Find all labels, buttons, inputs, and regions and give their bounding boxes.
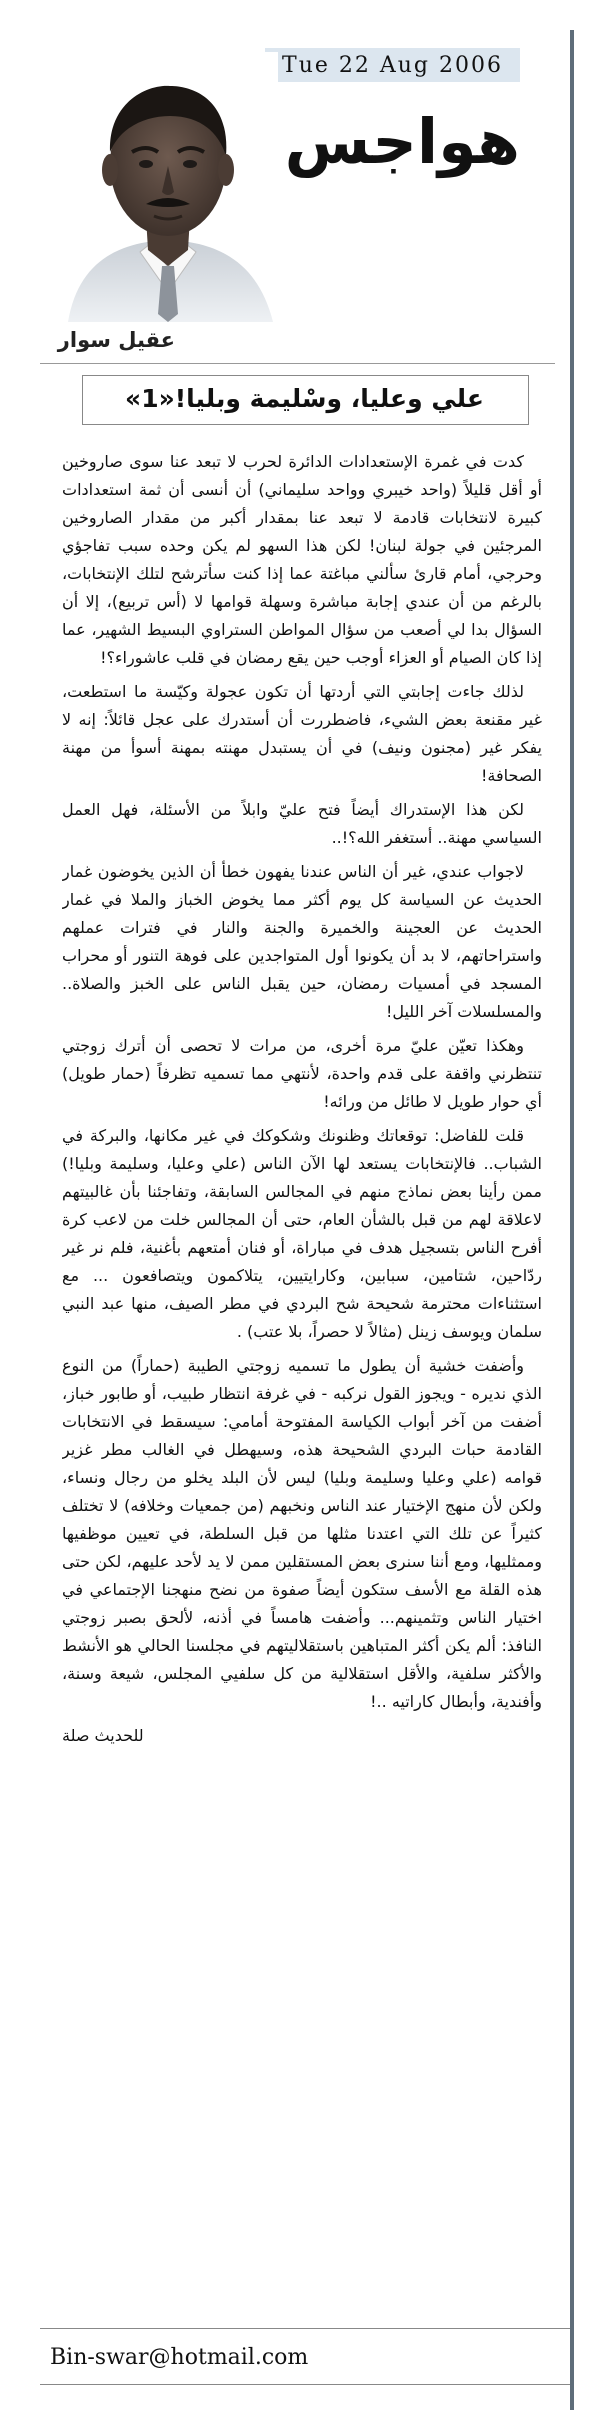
vertical-column-rule (570, 30, 574, 2410)
article-paragraph: لكن هذا الإستدراك أيضاً فتح عليّ وابلاً من الأسئلة، فهل العمل السياسي مهنة.. أستغفر الله؟!.. (62, 800, 542, 847)
article-title: علي وعليا، وسْليمة وبليا!«1» (125, 384, 484, 413)
author-portrait (58, 52, 278, 322)
article-paragraph: وهكذا تعيّن عليّ مرة أخرى، من مرات لا تحصى أن أترك زوجتي تنتظرني واقفة على قدم واحدة، لأنتهي مما تسميه تظرفاً (حمار طويل) أي حوار طويل لا طائل من ورائه! (62, 1036, 542, 1111)
article-signoff: للحديث صلة (62, 1726, 144, 1745)
column-title: هواجس (284, 105, 520, 178)
article-paragraph: قلت للفاضل: توقعاتك وظنونك وشكوكك في غير مكانها، والبركة في الشباب.. فالإنتخابات يستعد لها الآن الناس (علي وعليا، وسليمة وبليا!) ممن رأينا بعض نماذج منهم في المجالس السابقة، وتفاجئنا بأن غالبيتهم لاعلاقة لهم من قبل بالشأن العام، حتى أن المجالس خلت من لاعب كرة أفرح الناس بتسجيل هدف في مباراة، أو فنان أمتعهم بأغنية، فلم نر غير ردّاحين، شتامين، سبابين، وكارايتيين، يتلاكمون ويتصافعون ... مع استثناءات محترمة شحيحة شح البردي في مطر الصيف، منها عبد النبي سلمان ويوسف زينل (مثالاً لا حصراً، بلا عتب) . (62, 1126, 542, 1341)
header-divider (40, 363, 555, 364)
footer-divider-top (40, 2328, 570, 2329)
author-email: Bin-swar@hotmail.com (50, 2345, 309, 2370)
article-body (62, 448, 542, 2308)
author-name: عقيل سوار (57, 328, 175, 352)
publication-date: Tue 22 Aug 2006 (265, 48, 520, 82)
footer-divider-bottom (40, 2384, 570, 2385)
article-paragraph: لذلك جاءت إجابتي التي أردتها أن تكون عجولة وكيّسة ما استطعت، غير مقنعة بعض الشيء، فاضطررت أن أستدرك على عجل قائلاً: إنه لا يفكر غير (مجنون ونيف) في أن يستبدل مهنته بمهنة أسوأ من مهنة الصحافة! (62, 682, 542, 785)
article-paragraph: لاجواب عندي، غير أن الناس عندنا يفهون خطأ أن الذين يخوضون غمار الحديث عن السياسة كل يوم أكثر مما يخوض الخباز والملا في غمار الحديث عن العجينة والخميرة والجنة والنار في فترات عملهم واستراحاتهم، لا بد أن يكونوا أول المتواجدين على فوهة التنور أو محراب المسجد في أمسيات رمضان، حين يقبل الناس على الخبز والصلاة.. والمسلسلات آخر الليل! (62, 862, 542, 1021)
article-paragraph: وأضفت خشية أن يطول ما تسميه زوجتي الطيبة (حماراً) من النوع الذي نديره - ويجوز القول نركبه - في غرفة انتظار طبيب، أو طابور خباز، أضفت من آخر أبواب الكياسة المفتوحة أمامي: سيسقط في الانتخابات القادمة حبات البردي الشحيحة هذه، وسيهطل في الغالب مطر غزير قوامه (علي وعليا وسليمة وبليا) ليس لأن البلد يخلو من رجال ونساء، ولكن لأن منهج الإختيار عند الناس ونخبهم (من جمعيات وخلافه) لا تختلف كثيراً عن تلك التي اعتدنا مثلها من قبل السلطة، في تعيين موظفيها وممثليها، ومع أننا سنرى بعض المستقلين ممن لا يد لأحد عليهم، لكن حتى هذه القلة مع الأسف ستكون أيضاً صفوة من نضح منهجنا الإجتماعي في اختيار الناس وتثمينهم... وأضفت هامساً في أذنه، لألحق بصبر زوجتي النافذ: ألم يكن أكثر المتباهين باستقلاليتهم في مجلسنا الحالي هو الأنشط والأكثر سلفية، والأقل استقلالية من كل سلفيي المجلس، شيعة وسنة، وأفندية، وأبطال كاراتيه ..! (62, 1356, 542, 1711)
article-paragraph: كدت في غمرة الإستعدادات الدائرة لحرب لا تبعد عنا سوى صاروخين أو أقل قليلاً (واحد خيبري وواحد سليماني) أن أنسى أن ثمة استعدادات كبيرة لانتخابات قادمة لا تبعد عنا بمقدار أكبر من مقدار الصاروخين المرجئين في جولة لبنان! لكن هذا السهو لم يكن وحده سبب تفاجؤي وحرجي، أمام قارئ سألني مباغتة عما إذا كنت سأترشح لتلك الإنتخابات، بالرغم من أن عندي إجابة مباشرة وسهلة قوامها لا (أس تربيع)، إلا أن السؤال بدا لي أصعب من سؤال المواطن الستراوي البسيط الشهير، عما إذا كان الصيام أو العزاء أوجب حين يقع رمضان في قلب عاشوراء؟! (62, 452, 542, 667)
